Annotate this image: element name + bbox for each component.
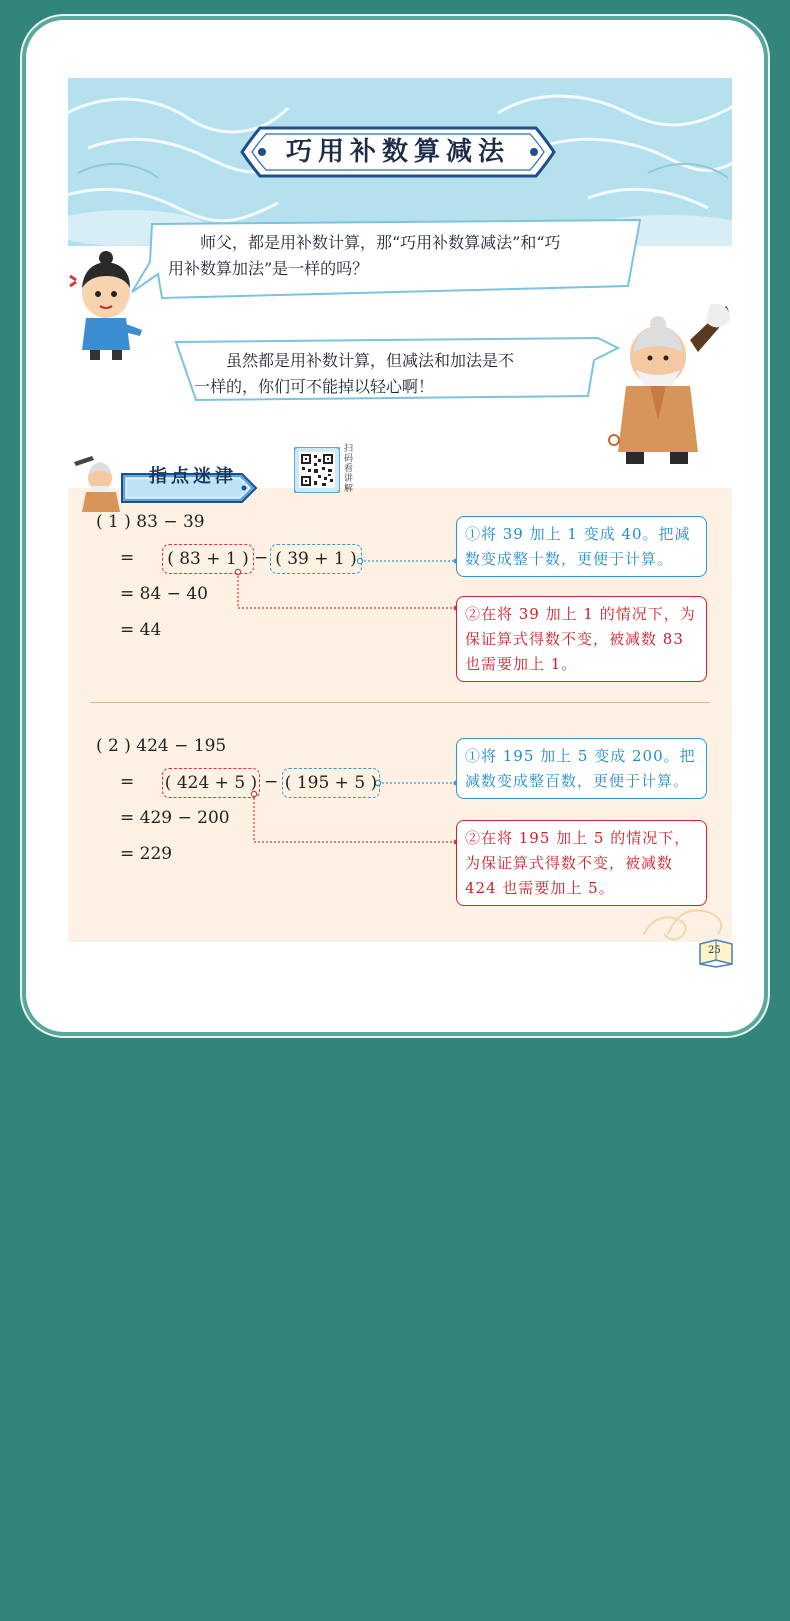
- question-line-1: 师父，都是用补数计算，那“巧用补数算减法”和“巧: [200, 233, 561, 252]
- textbook-page: [68, 78, 732, 956]
- example-1-problem: ( 1 ) 83 − 39: [96, 512, 205, 532]
- example-1-equals: =: [120, 548, 135, 568]
- section-divider: [90, 702, 710, 703]
- example-2-problem: ( 2 ) 424 − 195: [96, 736, 227, 756]
- example-1-minus: −: [254, 548, 269, 568]
- example-2-step-2: = 429 − 200: [120, 808, 230, 828]
- answer-line-2: 一样的，你们可不能掉以轻心啊！: [194, 377, 435, 396]
- qr-note: 扫码看讲解: [344, 444, 354, 494]
- example-2-term-a: ( 424 + 5 ): [162, 768, 260, 798]
- question-line-2: 用补数算加法”是一样的吗？: [168, 259, 369, 278]
- example-2-term-b: ( 195 + 5 ): [282, 768, 380, 798]
- example-1-step-3: = 44: [120, 620, 162, 640]
- example-1-term-b: ( 39 + 1 ): [270, 544, 362, 574]
- example-2-minus: −: [264, 772, 279, 792]
- example-2-note-2: ②在将 195 加上 5 的情况下，为保证算式得数不变，被减数 424 也需要加上 5。: [456, 820, 707, 906]
- page-number: 25: [708, 945, 721, 956]
- example-1-note-1: ①将 39 加上 1 变成 40。把减数变成整十数，更便于计算。: [456, 516, 707, 577]
- example-1-step-2: = 84 − 40: [120, 584, 208, 604]
- page-card: [26, 20, 764, 1032]
- swirl-decoration: [644, 910, 721, 939]
- example-1-term-a: ( 83 + 1 ): [162, 544, 254, 574]
- page-title: 巧用补数算减法: [285, 137, 510, 167]
- example-1-note-2: ②在将 39 加上 1 的情况下，为保证算式得数不变，被减数 83 也需要加上 1。: [456, 596, 707, 682]
- hint-label: 指点迷津: [149, 466, 237, 487]
- example-2-equals: =: [120, 772, 135, 792]
- example-2-note-1: ①将 195 加上 5 变成 200。把减数变成整百数，更便于计算。: [456, 738, 707, 799]
- answer-line-1: 虽然都是用补数计算，但减法和加法是不: [226, 351, 515, 370]
- example-2-step-3: = 229: [120, 844, 173, 864]
